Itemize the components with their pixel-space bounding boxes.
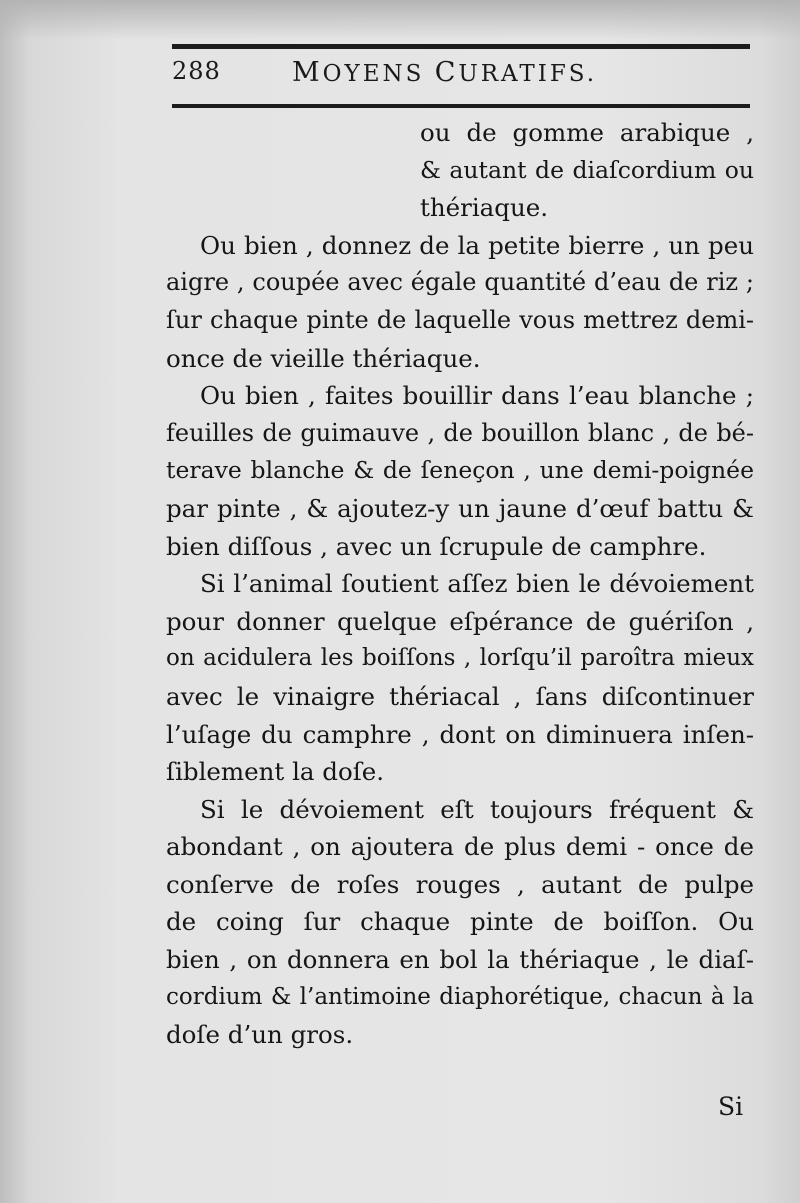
text-line: ſur chaque pinte de laquelle vous mettrez demi- xyxy=(166,305,754,334)
text-line: & autant de diaſcordium ou xyxy=(420,155,754,184)
header-rule-top xyxy=(172,44,750,49)
running-head: MOYENS CURATIFS. xyxy=(292,57,598,88)
text-line: par pinte , & ajoutez-y un jaune d’œuf battu & xyxy=(166,493,754,523)
page-shadow xyxy=(0,0,800,40)
catchword: Si xyxy=(718,1092,744,1121)
text-line: l’uſage du camphre , dont on diminuera inſen- xyxy=(166,719,754,749)
text-line: ſiblement la doſe. xyxy=(166,757,385,787)
text-line: Si le dévoiement eſt toujours fréquent & xyxy=(200,794,754,824)
text-line: de coing ſur chaque pinte de boiſſon. Ou xyxy=(166,907,754,937)
text-line: Ou bien , faites bouillir dans l’eau blanche ; xyxy=(200,381,754,411)
text-line: conſerve de roſes rouges , autant de pulpe xyxy=(166,869,754,899)
text-line: abondant , on ajoutera de plus demi - once de xyxy=(166,832,754,862)
text-line: doſe d’un gros. xyxy=(166,1020,354,1050)
text-line: once de vieille thériaque. xyxy=(166,343,481,373)
text-line: aigre , coupée avec égale quantité d’eau de riz ; xyxy=(166,268,754,297)
text-line: thériaque. xyxy=(420,193,549,223)
paragraph xyxy=(166,227,754,377)
paragraph xyxy=(166,791,754,1054)
text-line: pour donner quelque eſpérance de guériſon , xyxy=(166,606,754,636)
text-line: on acidulera les boiſſons , lorſqu’il paroîtra mieux xyxy=(166,645,754,672)
paragraph xyxy=(166,377,754,565)
text-line: bien diſſous , avec un ſcrupule de camphre. xyxy=(166,531,707,561)
text-line: Ou bien , donnez de la petite bierre , un peu xyxy=(200,230,754,260)
text-line: avec le vinaigre thériacal , ſans diſcontinuer xyxy=(166,681,754,711)
page-number: 288 xyxy=(172,57,221,85)
header-rule-bottom xyxy=(172,104,750,108)
text-line: Si l’animal ſoutient aſſez bien le dévoiement xyxy=(200,569,754,599)
text-line: ou de gomme arabique , xyxy=(420,118,754,147)
text-line: cordium & l’antimoine diaphorétique, chacun à la xyxy=(166,983,754,1010)
text-line: feuilles de guimauve , de bouillon blanc , de bé- xyxy=(166,418,754,447)
text-line: terave blanche & de ſeneçon , une demi-poignée xyxy=(166,456,754,485)
body-text xyxy=(166,114,754,1054)
paragraph xyxy=(166,565,754,791)
text-line: bien , on donnera en bol la thériaque , le diaſ- xyxy=(166,945,754,975)
